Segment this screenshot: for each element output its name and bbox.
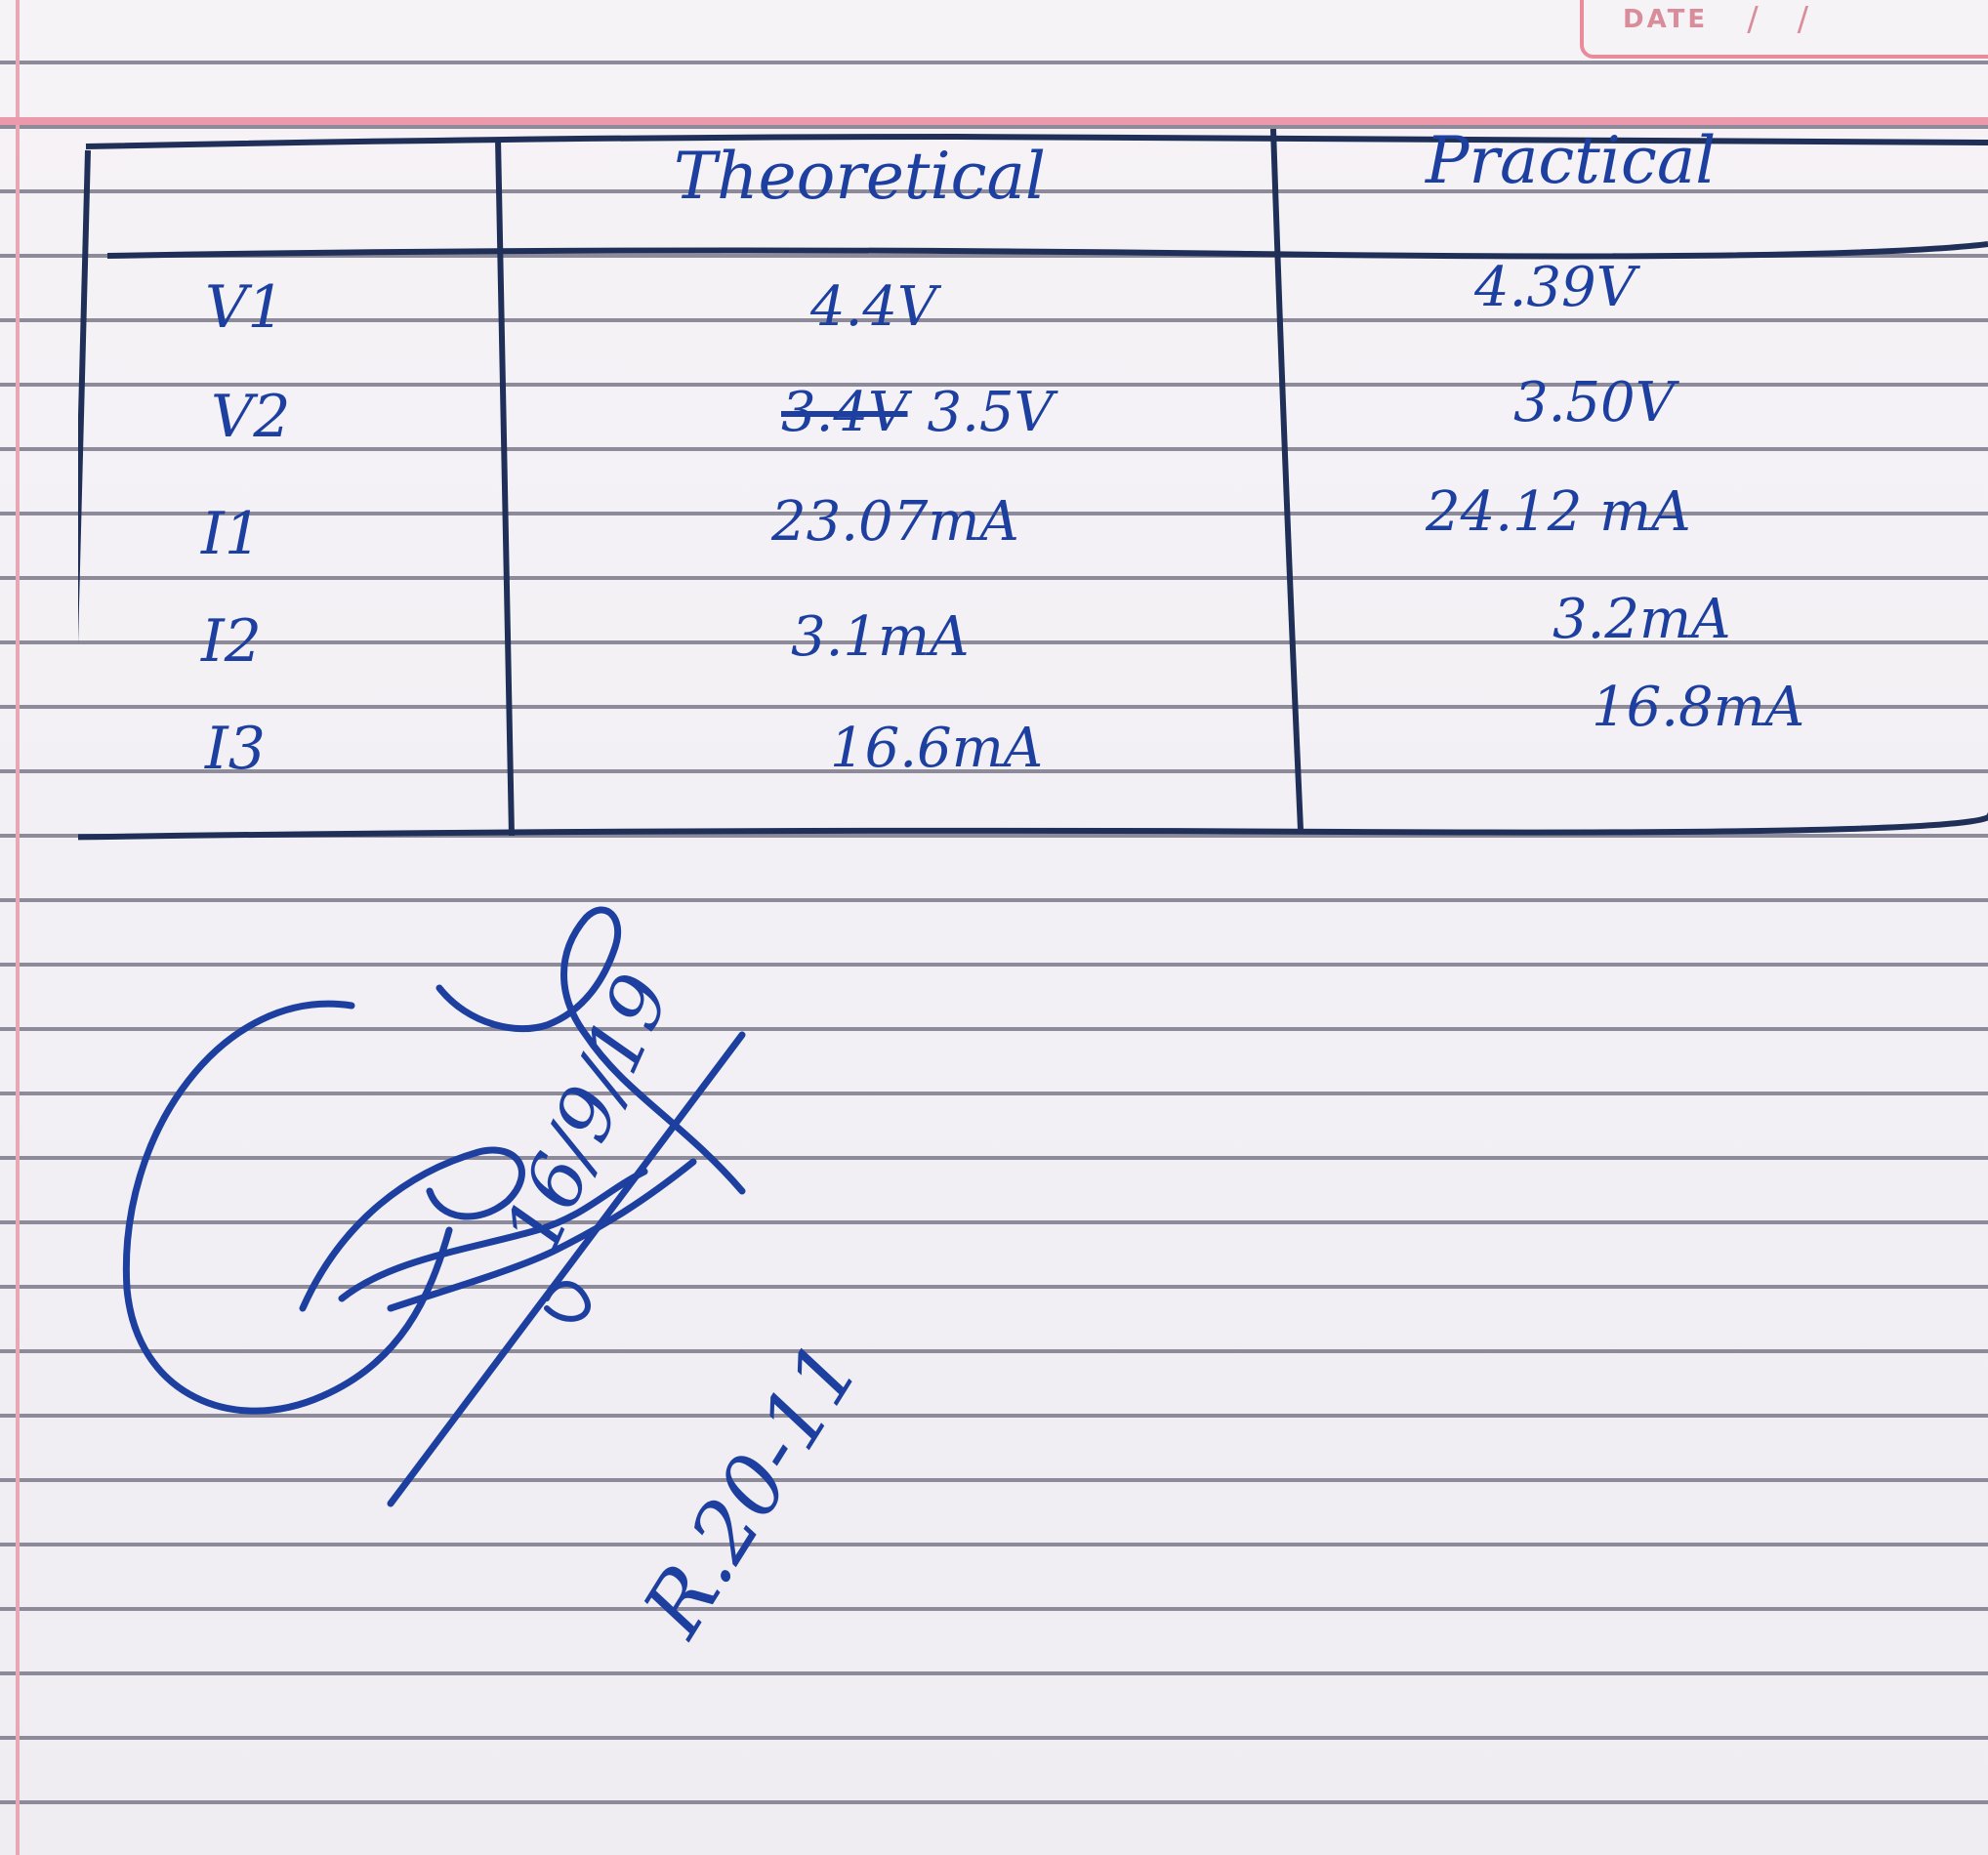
theoretical-i3: 16.6mA — [830, 717, 1044, 780]
date-slash-1: / — [1747, 0, 1759, 39]
date-label: DATE — [1623, 5, 1709, 34]
row-label-i1: I1 — [201, 500, 262, 568]
practical-i1: 24.12 mA — [1426, 480, 1691, 544]
theoretical-i2: 3.1mA — [791, 605, 970, 669]
practical-i2: 3.2mA — [1553, 588, 1731, 651]
date-box — [1580, 0, 1988, 59]
header-theoretical: Theoretical — [674, 139, 1046, 214]
theoretical-v1: 4.4V — [810, 275, 937, 339]
row-label-v1: V1 — [205, 273, 285, 342]
row-label-v2: V2 — [211, 383, 291, 451]
practical-v2: 3.50V — [1513, 371, 1676, 434]
practical-v1: 4.39V — [1474, 256, 1636, 319]
readings-table — [78, 123, 1988, 842]
margin-line — [16, 0, 20, 1855]
row-label-i3: I3 — [205, 715, 266, 783]
signature-scribble — [98, 879, 976, 1777]
date-slash-2: / — [1797, 0, 1809, 39]
theoretical-v2-group — [781, 381, 1054, 444]
signature-mark: R.20-11 — [625, 1326, 879, 1652]
signature-date: 16/9/19 — [488, 962, 688, 1266]
practical-i3: 16.8mA — [1592, 676, 1805, 739]
header-practical: Practical — [1426, 123, 1717, 198]
row-label-i2: I2 — [201, 607, 262, 676]
theoretical-i1: 23.07mA — [771, 490, 1019, 554]
theoretical-v2-struck: 3.4V — [781, 381, 908, 444]
theoretical-v2: 3.5V — [927, 381, 1054, 444]
